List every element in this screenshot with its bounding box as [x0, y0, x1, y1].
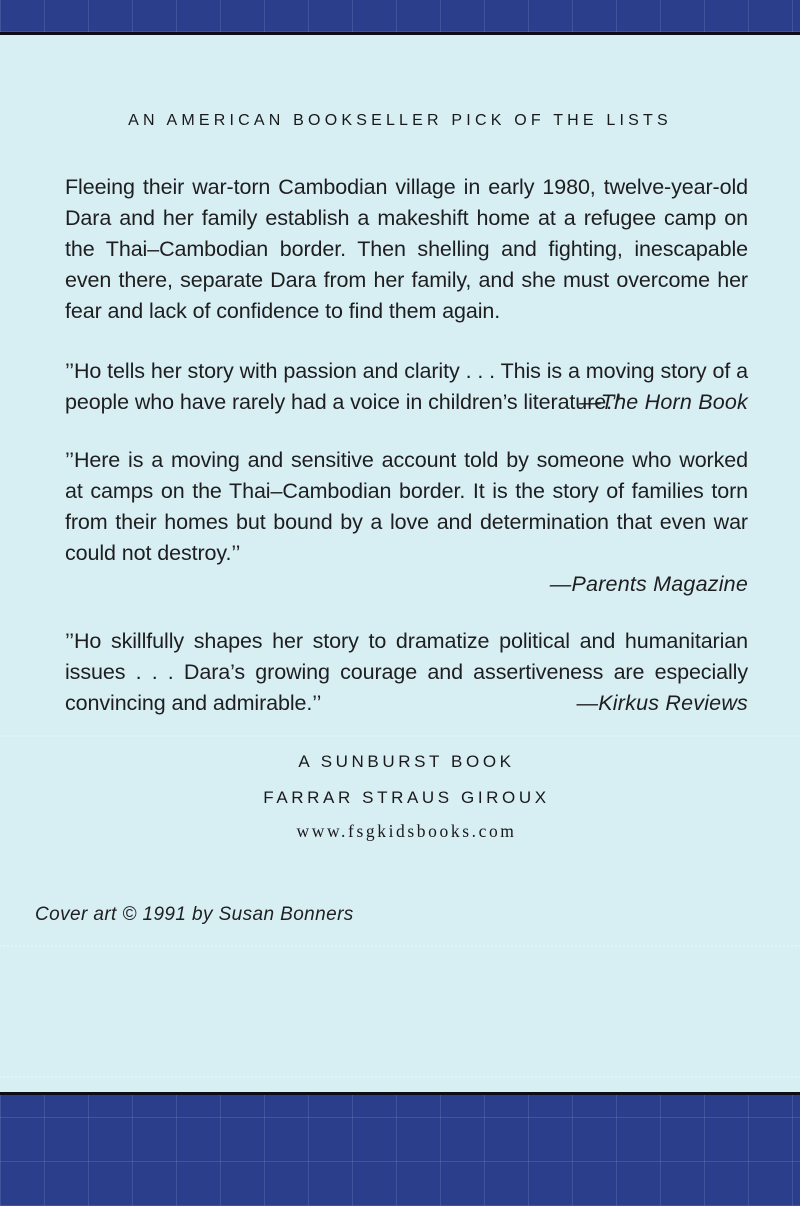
back-cover-page	[0, 35, 800, 1092]
scan-crease-line	[0, 945, 800, 947]
publisher-website: www.fsgkidsbooks.com	[296, 821, 517, 841]
top-border-band	[0, 0, 800, 35]
quote-text: ’’Ho tells her story with passion and clarity . . . This is a moving story of a people who have rarely had a voice in children’s literature.’’	[65, 359, 748, 414]
quote-attribution: —The Horn Book	[579, 390, 748, 414]
cover-copy	[0, 172, 800, 842]
quote-text: ’’Ho skillfully shapes her story to dramatize political and humanitarian issues . . . Dara’s growing courage and assertiveness are especially convincing and admirable.’’	[65, 629, 748, 715]
scan-crease-line	[0, 1076, 800, 1078]
imprint-line: A SUNBURST BOOK	[298, 752, 515, 771]
quote-attribution: —Kirkus Reviews	[576, 691, 748, 715]
review-quote-kirkus-reviews	[65, 626, 748, 719]
quote-text: ’’Here is a moving and sensitive account told by someone who worked at camps on the Thai–Cambodian border. It is the story of families torn from their homes but bound by a love and determination that even war could not destroy.’’	[65, 448, 748, 565]
cover-art-credit: Cover art © 1991 by Susan Bonners	[35, 904, 354, 925]
quote-attribution: —Parents Magazine	[549, 572, 748, 596]
synopsis-paragraph: Fleeing their war-torn Cambodian village in early 1980, twelve-year-old Dara and her family establish a makeshift home at a refugee camp on the Thai–Cambodian border. Then shelling and fighting, inescapable even there, separate Dara from her family, and she must overcome her fear and lack of confidence to find them again.	[65, 175, 748, 323]
bottom-border-band	[0, 1092, 800, 1206]
award-line: AN AMERICAN BOOKSELLER PICK OF THE LISTS	[128, 112, 672, 129]
review-quote-parents-magazine	[65, 445, 748, 600]
review-quote-horn-book	[65, 356, 748, 418]
publisher-line: FARRAR STRAUS GIROUX	[263, 788, 550, 807]
